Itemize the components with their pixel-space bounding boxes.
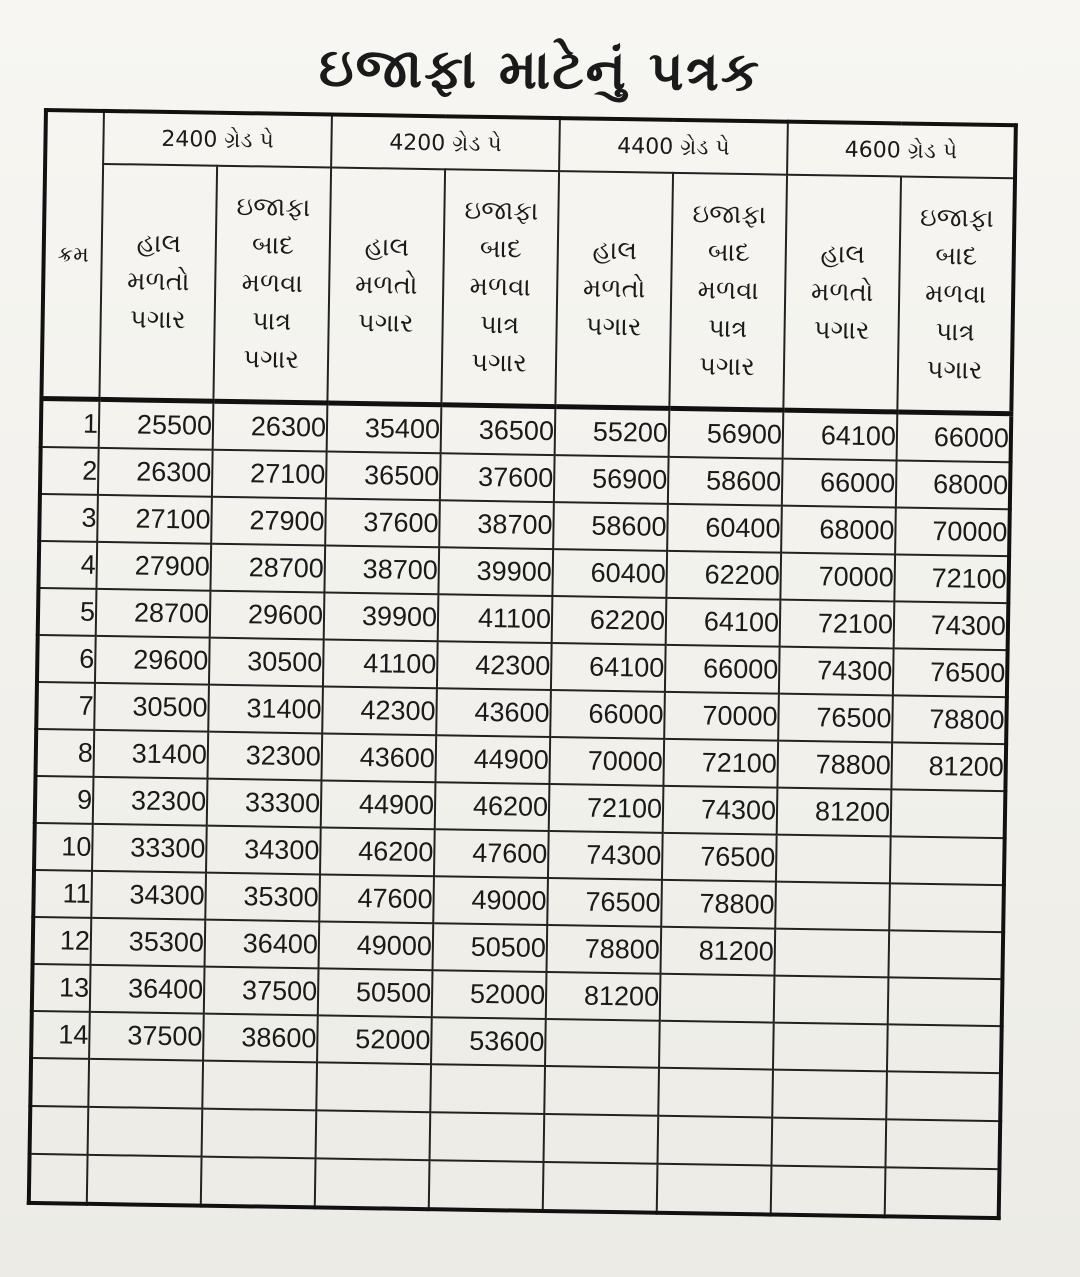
grade-header: 4600 ગ્રેડ પે <box>787 122 1016 179</box>
current-pay-cell <box>774 976 889 1025</box>
eligible-pay-cell: 47600 <box>434 829 549 878</box>
blank-cell <box>886 1071 1001 1121</box>
header-line: બાદ <box>251 230 294 261</box>
current-pay-cell: 58600 <box>553 502 668 551</box>
eligible-pay-cell: 29600 <box>210 591 325 640</box>
row-number: 3 <box>39 494 98 542</box>
increment-table <box>27 108 1018 1220</box>
current-pay-cell: 37500 <box>89 1012 204 1061</box>
eligible-pay-cell: 70000 <box>895 507 1010 556</box>
header-line: પગાર <box>243 344 300 376</box>
eligible-pay-cell: 42300 <box>437 641 552 690</box>
eligible-pay-cell: 68000 <box>896 460 1011 509</box>
current-pay-cell: 78800 <box>777 741 892 790</box>
header-line: પાત્ર <box>479 309 520 341</box>
current-pay-cell: 72100 <box>549 784 664 833</box>
current-pay-cell: 76500 <box>547 878 662 927</box>
current-pay-cell: 52000 <box>317 1015 432 1064</box>
header-line: ઇજાફા <box>919 202 995 234</box>
current-pay-cell: 78800 <box>546 925 661 974</box>
current-pay-cell: 64100 <box>783 410 898 460</box>
current-pay-cell: 62200 <box>552 596 667 645</box>
blank-cell <box>88 1107 203 1157</box>
blank-cell <box>29 1154 88 1204</box>
eligible-pay-cell: 38600 <box>203 1014 318 1063</box>
eligible-pay-cell: 32300 <box>207 732 322 781</box>
row-number: 10 <box>34 823 93 871</box>
eligible-pay-cell: 60400 <box>667 504 782 553</box>
header-line: પગાર <box>585 311 642 343</box>
eligible-pay-cell: 81200 <box>660 927 775 976</box>
eligible-pay-cell: 70000 <box>664 692 779 741</box>
row-number: 11 <box>33 870 92 918</box>
eligible-pay-cell <box>888 930 1003 979</box>
row-number: 5 <box>38 588 97 636</box>
current-pay-cell: 66000 <box>782 459 897 508</box>
eligible-pay-cell <box>890 836 1005 885</box>
current-pay-cell: 34300 <box>91 871 206 920</box>
eligible-pay-cell: 36500 <box>441 405 556 455</box>
header-line: હાલ <box>364 232 410 263</box>
eligible-pay-cell: 52000 <box>432 970 547 1019</box>
blank-cell <box>658 1068 773 1118</box>
eligible-pay-cell <box>659 1021 774 1070</box>
blank-cell <box>202 1109 317 1159</box>
eligible-pay-cell: 27900 <box>211 497 326 546</box>
eligible-pay-cell: 35300 <box>205 873 320 922</box>
current-pay-cell: 37600 <box>325 498 440 547</box>
current-pay-cell: 70000 <box>549 737 664 786</box>
blank-cell <box>885 1167 1000 1218</box>
increment-table-sheet <box>27 108 1018 1220</box>
blank-cell <box>543 1162 658 1213</box>
header-line: મળવા <box>924 278 987 310</box>
eligible-pay-cell <box>889 883 1004 932</box>
current-pay-cell: 25500 <box>99 399 214 449</box>
header-line: પાત્ર <box>935 317 975 348</box>
eligible-pay-cell: 37600 <box>440 453 555 502</box>
current-pay-cell: 29600 <box>95 636 210 685</box>
header-line: મળતો <box>810 277 874 309</box>
eligible-pay-header <box>669 173 787 410</box>
header-line: મળવા <box>697 275 760 307</box>
row-number: 9 <box>35 776 94 824</box>
current-pay-cell: 35300 <box>91 918 206 967</box>
eligible-pay-cell: 78800 <box>661 880 776 929</box>
grade-header: 4200 ગ્રેડ પે <box>331 115 560 172</box>
eligible-pay-cell: 58600 <box>668 457 783 506</box>
blank-cell <box>544 1114 659 1164</box>
eligible-pay-cell: 36400 <box>205 920 320 969</box>
current-pay-cell: 68000 <box>781 506 896 555</box>
eligible-pay-cell: 37500 <box>204 967 319 1016</box>
column-header-row <box>41 163 1015 414</box>
blank-cell <box>885 1119 1000 1169</box>
header-line: પગાર <box>357 307 414 339</box>
header-line: ઇજાફા <box>692 199 767 231</box>
row-number: 4 <box>38 541 97 589</box>
current-pay-cell: 27900 <box>96 542 211 591</box>
blank-cell <box>30 1106 89 1155</box>
current-pay-cell: 39900 <box>324 592 439 641</box>
current-pay-cell: 74300 <box>779 647 894 696</box>
kram-header: ક્રમ <box>41 110 104 399</box>
blank-cell <box>430 1112 545 1162</box>
eligible-pay-cell: 74300 <box>894 601 1009 650</box>
header-line: ઇજાફા <box>236 192 311 224</box>
blank-cell <box>87 1155 202 1206</box>
current-pay-cell: 55200 <box>555 407 670 457</box>
page-title: ઇજાફા માટેનું પત્રક <box>318 35 762 104</box>
eligible-pay-cell <box>891 789 1006 838</box>
eligible-pay-cell: 46200 <box>435 782 550 831</box>
header-line: મળતો <box>354 269 418 301</box>
current-pay-cell: 66000 <box>550 690 665 739</box>
current-pay-cell: 81200 <box>546 972 661 1021</box>
header-line: હાલ <box>136 228 182 260</box>
eligible-pay-cell: 62200 <box>666 551 781 600</box>
current-pay-cell <box>776 835 891 884</box>
row-number: 13 <box>32 964 91 1012</box>
blank-cell <box>657 1164 772 1215</box>
blank-cell <box>88 1059 203 1109</box>
header-line: મળવા <box>241 268 304 300</box>
eligible-pay-cell <box>660 974 775 1023</box>
eligible-pay-cell: 72100 <box>663 739 778 788</box>
eligible-pay-cell: 26300 <box>213 401 328 451</box>
current-pay-cell: 32300 <box>93 777 208 826</box>
current-pay-cell: 56900 <box>554 455 669 504</box>
blank-cell <box>771 1166 886 1217</box>
header-line: પગાર <box>813 315 870 346</box>
current-pay-cell: 47600 <box>319 874 434 923</box>
eligible-pay-cell: 41100 <box>438 594 553 643</box>
current-pay-cell: 49000 <box>319 921 434 970</box>
blank-cell <box>315 1158 430 1209</box>
blank-cell <box>771 1118 886 1168</box>
row-number: 2 <box>40 447 99 495</box>
current-pay-header <box>327 168 445 405</box>
eligible-pay-cell: 49000 <box>433 876 548 925</box>
eligible-pay-cell: 39900 <box>438 547 553 596</box>
eligible-pay-header <box>441 169 559 406</box>
eligible-pay-cell: 50500 <box>433 923 548 972</box>
eligible-pay-cell: 76500 <box>662 833 777 882</box>
eligible-pay-cell: 78800 <box>892 695 1007 744</box>
header-line: બાદ <box>479 233 522 265</box>
blank-cell <box>316 1110 431 1160</box>
current-pay-cell: 76500 <box>778 694 893 743</box>
current-pay-cell: 36500 <box>326 451 441 500</box>
current-pay-cell: 27100 <box>97 495 212 544</box>
current-pay-cell: 74300 <box>548 831 663 880</box>
header-line: મળતો <box>582 273 646 305</box>
blank-cell <box>202 1061 317 1111</box>
header-line: મળવા <box>469 271 532 303</box>
row-number: 6 <box>37 635 96 683</box>
current-pay-cell: 31400 <box>94 730 209 779</box>
eligible-pay-cell <box>887 1024 1002 1073</box>
blank-cell <box>429 1160 544 1211</box>
eligible-pay-cell: 30500 <box>209 638 324 687</box>
eligible-pay-cell: 74300 <box>663 786 778 835</box>
header-line: પગાર <box>129 304 186 336</box>
eligible-pay-cell: 28700 <box>210 544 325 593</box>
current-pay-cell: 50500 <box>318 968 433 1017</box>
eligible-pay-cell: 43600 <box>436 688 551 737</box>
current-pay-cell: 36400 <box>90 965 205 1014</box>
header-line: બાદ <box>935 241 978 272</box>
grade-header: 2400 ગ્રેડ પે <box>103 111 332 168</box>
current-pay-cell: 38700 <box>324 545 439 594</box>
header-line: પાત્ર <box>251 306 292 337</box>
current-pay-cell: 70000 <box>780 553 895 602</box>
current-pay-cell: 35400 <box>327 403 442 453</box>
blank-cell <box>201 1157 316 1208</box>
blank-cell <box>657 1116 772 1166</box>
header-line: પગાર <box>470 347 528 379</box>
header-line: ઇજાફા <box>464 195 539 227</box>
eligible-pay-cell: 64100 <box>666 598 781 647</box>
row-number: 1 <box>41 398 100 447</box>
current-pay-cell <box>773 1023 888 1072</box>
current-pay-cell: 81200 <box>777 788 892 837</box>
current-pay-cell: 41100 <box>323 639 438 688</box>
header-line: મળતો <box>126 266 190 298</box>
current-pay-cell: 64100 <box>551 643 666 692</box>
row-number: 12 <box>33 917 92 965</box>
grade-header: 4400 ગ્રેડ પે <box>559 118 788 175</box>
eligible-pay-cell: 56900 <box>669 408 784 458</box>
current-pay-cell: 30500 <box>94 683 209 732</box>
current-pay-cell <box>545 1019 660 1068</box>
row-number: 8 <box>36 729 95 777</box>
current-pay-header <box>783 175 901 412</box>
current-pay-cell: 42300 <box>322 686 437 735</box>
eligible-pay-cell <box>888 977 1003 1026</box>
current-pay-cell <box>774 929 889 978</box>
header-line: બાદ <box>707 237 750 269</box>
eligible-pay-cell: 66000 <box>897 412 1012 462</box>
header-line: હાલ <box>820 239 866 270</box>
eligible-pay-header <box>897 176 1015 413</box>
current-pay-header <box>555 171 673 408</box>
eligible-pay-cell: 33300 <box>207 779 322 828</box>
current-pay-cell: 60400 <box>552 549 667 598</box>
eligible-pay-cell: 72100 <box>894 554 1009 603</box>
eligible-pay-header <box>213 166 331 403</box>
row-number: 14 <box>31 1011 90 1059</box>
blank-cell <box>772 1070 887 1120</box>
eligible-pay-cell: 44900 <box>435 735 550 784</box>
blank-cell <box>30 1058 89 1107</box>
current-pay-header <box>99 164 217 401</box>
current-pay-cell: 33300 <box>92 824 207 873</box>
current-pay-cell: 44900 <box>321 780 436 829</box>
header-line: પાત્ર <box>707 313 748 345</box>
current-pay-cell: 26300 <box>98 448 213 497</box>
eligible-pay-cell: 27100 <box>212 450 327 499</box>
header-line: પગાર <box>698 351 756 383</box>
current-pay-cell: 28700 <box>96 589 211 638</box>
blank-cell <box>430 1064 545 1114</box>
eligible-pay-cell: 34300 <box>206 826 321 875</box>
eligible-pay-cell: 31400 <box>208 685 323 734</box>
eligible-pay-cell: 76500 <box>893 648 1008 697</box>
current-pay-cell: 43600 <box>321 733 436 782</box>
current-pay-cell: 72100 <box>780 600 895 649</box>
blank-cell <box>544 1066 659 1116</box>
header-line: હાલ <box>592 235 638 267</box>
eligible-pay-cell: 38700 <box>439 500 554 549</box>
blank-cell <box>316 1062 431 1112</box>
eligible-pay-cell: 81200 <box>891 742 1006 791</box>
header-line: પગાર <box>926 354 983 386</box>
current-pay-cell <box>775 882 890 931</box>
eligible-pay-cell: 53600 <box>431 1017 546 1066</box>
current-pay-cell: 46200 <box>320 827 435 876</box>
row-number: 7 <box>36 682 95 730</box>
eligible-pay-cell: 66000 <box>665 645 780 694</box>
